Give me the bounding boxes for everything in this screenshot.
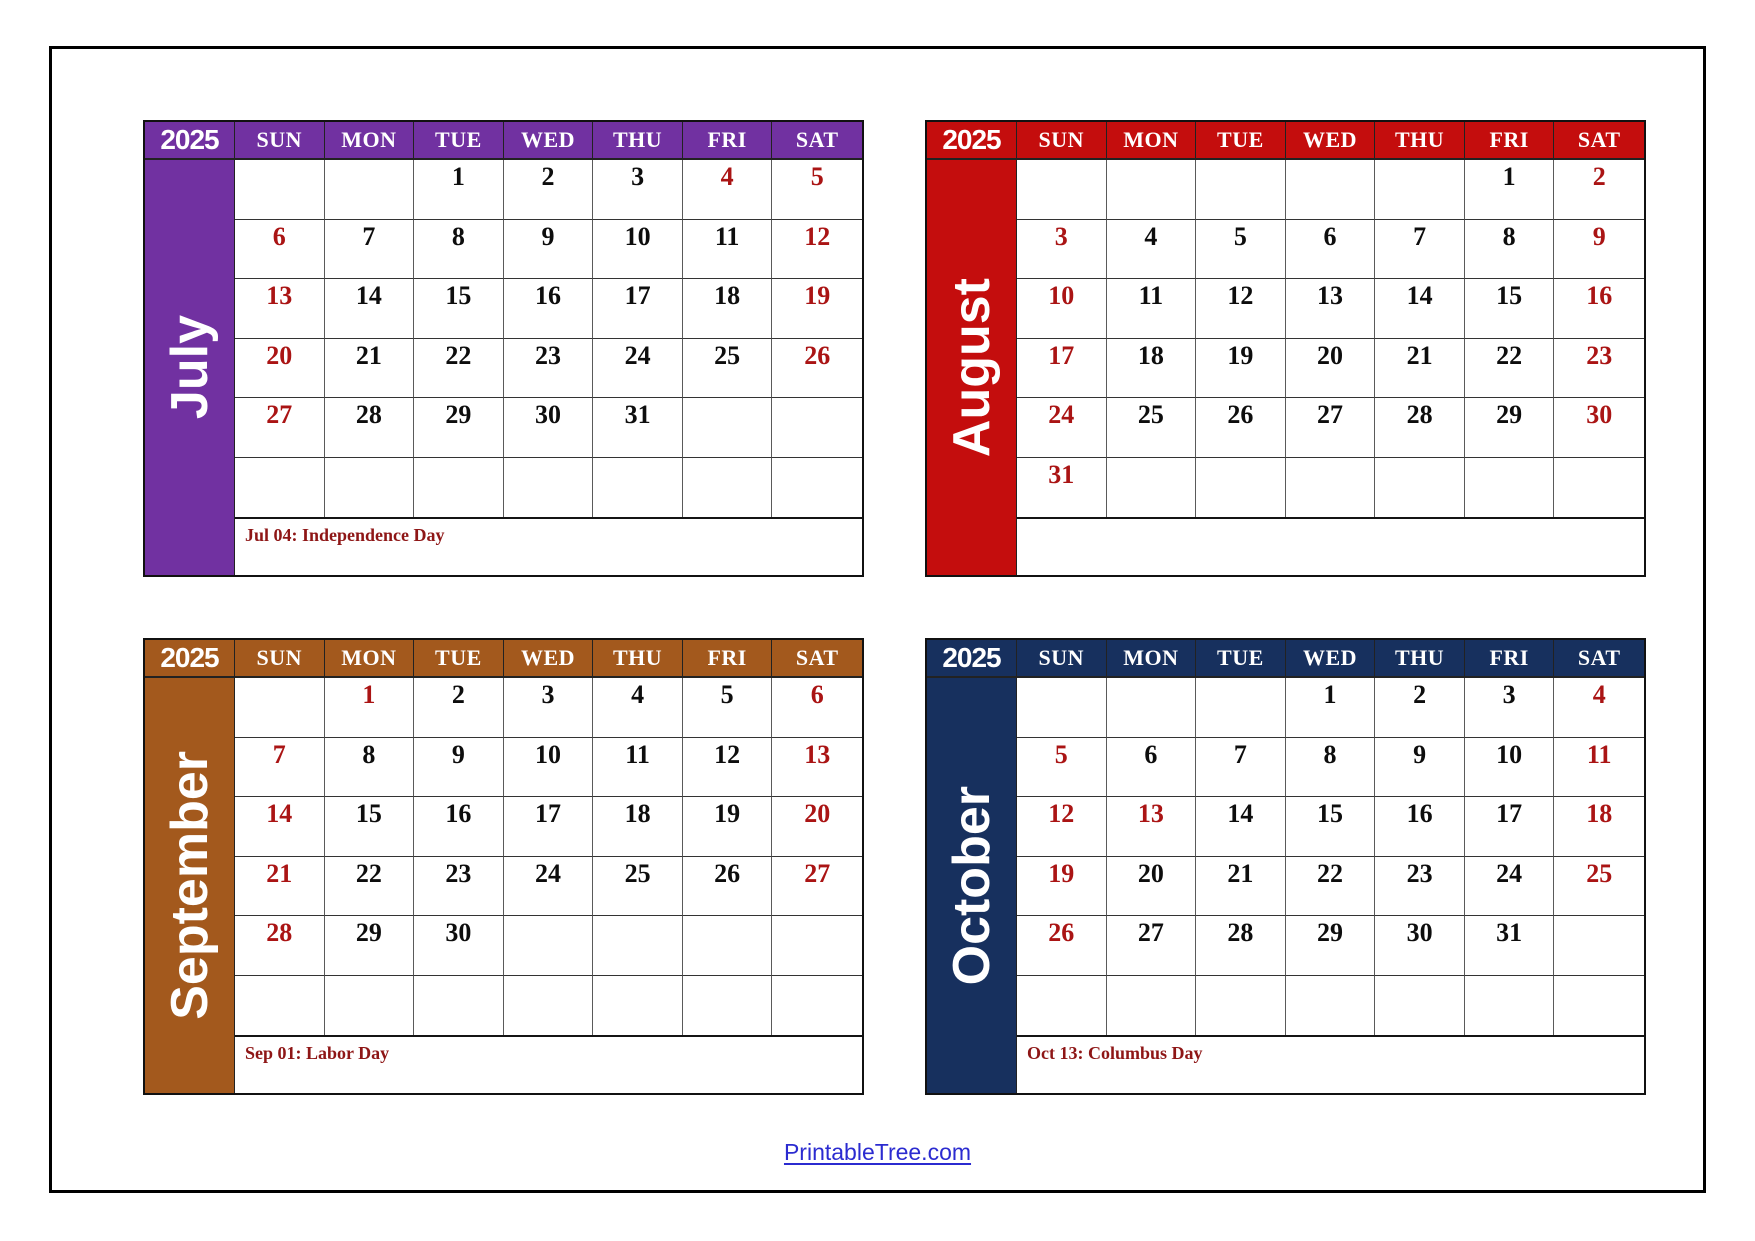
day-header-wed: WED <box>1286 122 1376 160</box>
date-cell-2: 2 <box>504 160 594 220</box>
date-cell-20: 20 <box>772 797 862 857</box>
date-cell-1: 1 <box>1465 160 1555 220</box>
date-cell-empty <box>1465 458 1555 518</box>
date-cell-27: 27 <box>235 398 325 458</box>
date-cell-11: 11 <box>1554 738 1644 798</box>
date-cell-10: 10 <box>593 220 683 280</box>
date-cell-empty <box>235 160 325 220</box>
date-cell-empty <box>772 976 862 1036</box>
month-column <box>927 160 1017 575</box>
date-cell-4: 4 <box>683 160 773 220</box>
date-cell-5: 5 <box>1017 738 1107 798</box>
date-cell-5: 5 <box>772 160 862 220</box>
date-cell-31: 31 <box>1017 458 1107 518</box>
day-header-thu: THU <box>1375 640 1465 678</box>
date-cell-7: 7 <box>325 220 415 280</box>
date-cell-empty <box>1286 160 1376 220</box>
date-cell-22: 22 <box>1465 339 1555 399</box>
date-cell-12: 12 <box>772 220 862 280</box>
date-cell-28: 28 <box>1196 916 1286 976</box>
date-cell-empty <box>325 160 415 220</box>
date-cell-28: 28 <box>325 398 415 458</box>
date-cell-8: 8 <box>414 220 504 280</box>
date-cell-empty <box>1196 458 1286 518</box>
date-cell-2: 2 <box>414 678 504 738</box>
date-cell-25: 25 <box>1107 398 1197 458</box>
date-cell-21: 21 <box>1375 339 1465 399</box>
date-cell-11: 11 <box>1107 279 1197 339</box>
date-cell-empty <box>683 458 773 518</box>
date-cell-22: 22 <box>325 857 415 917</box>
date-cell-20: 20 <box>235 339 325 399</box>
month-name-label: September <box>160 751 219 1020</box>
date-cell-empty <box>593 916 683 976</box>
date-cell-empty <box>1107 160 1197 220</box>
date-cell-17: 17 <box>1465 797 1555 857</box>
date-cell-18: 18 <box>683 279 773 339</box>
day-header-thu: THU <box>593 640 683 678</box>
calendar-september <box>143 638 864 1095</box>
date-cell-21: 21 <box>1196 857 1286 917</box>
date-cell-17: 17 <box>504 797 594 857</box>
date-cell-14: 14 <box>1196 797 1286 857</box>
date-cell-25: 25 <box>683 339 773 399</box>
date-cell-23: 23 <box>1375 857 1465 917</box>
date-cell-14: 14 <box>325 279 415 339</box>
day-header-sat: SAT <box>1554 640 1644 678</box>
date-cell-8: 8 <box>325 738 415 798</box>
date-cell-empty <box>1375 160 1465 220</box>
date-cell-empty <box>1196 976 1286 1036</box>
date-cell-19: 19 <box>1196 339 1286 399</box>
date-cell-13: 13 <box>235 279 325 339</box>
date-cell-17: 17 <box>1017 339 1107 399</box>
date-cell-empty <box>325 976 415 1036</box>
date-cell-empty <box>1017 976 1107 1036</box>
date-cell-8: 8 <box>1286 738 1376 798</box>
date-cell-5: 5 <box>683 678 773 738</box>
day-header-wed: WED <box>1286 640 1376 678</box>
day-header-fri: FRI <box>683 640 773 678</box>
date-cell-empty <box>504 458 594 518</box>
date-cell-empty <box>235 678 325 738</box>
year-label: 2025 <box>145 640 235 678</box>
date-cell-empty <box>1017 678 1107 738</box>
date-cell-1: 1 <box>325 678 415 738</box>
date-cell-19: 19 <box>772 279 862 339</box>
date-cell-8: 8 <box>1465 220 1555 280</box>
date-cell-16: 16 <box>1375 797 1465 857</box>
date-cell-empty <box>235 976 325 1036</box>
date-cell-24: 24 <box>504 857 594 917</box>
date-cell-3: 3 <box>504 678 594 738</box>
calendar-october <box>925 638 1646 1095</box>
date-cell-23: 23 <box>414 857 504 917</box>
year-label: 2025 <box>927 122 1017 160</box>
date-cell-empty <box>1196 160 1286 220</box>
date-cell-empty <box>1107 678 1197 738</box>
date-cell-4: 4 <box>1107 220 1197 280</box>
date-cell-empty <box>1375 458 1465 518</box>
date-cell-empty <box>414 976 504 1036</box>
date-cell-empty <box>504 916 594 976</box>
date-cell-30: 30 <box>504 398 594 458</box>
date-cell-29: 29 <box>1465 398 1555 458</box>
day-header-fri: FRI <box>1465 640 1555 678</box>
date-cell-24: 24 <box>1465 857 1555 917</box>
printabletree-link[interactable]: PrintableTree.com <box>783 1139 972 1165</box>
date-cell-22: 22 <box>414 339 504 399</box>
date-cell-empty <box>593 458 683 518</box>
date-cell-6: 6 <box>772 678 862 738</box>
date-cell-14: 14 <box>1375 279 1465 339</box>
month-name-label: July <box>160 315 219 420</box>
date-cell-empty <box>1286 976 1376 1036</box>
date-cell-empty <box>235 458 325 518</box>
date-cell-7: 7 <box>235 738 325 798</box>
date-cell-10: 10 <box>504 738 594 798</box>
day-header-tue: TUE <box>1196 122 1286 160</box>
date-cell-25: 25 <box>1554 857 1644 917</box>
date-cell-empty <box>1017 160 1107 220</box>
day-header-sat: SAT <box>1554 122 1644 160</box>
date-cell-6: 6 <box>1286 220 1376 280</box>
date-cell-empty <box>683 398 773 458</box>
date-cell-24: 24 <box>1017 398 1107 458</box>
date-cell-26: 26 <box>1017 916 1107 976</box>
date-cell-15: 15 <box>414 279 504 339</box>
date-cell-empty <box>772 916 862 976</box>
day-header-mon: MON <box>1107 122 1197 160</box>
date-cell-17: 17 <box>593 279 683 339</box>
date-cell-7: 7 <box>1196 738 1286 798</box>
calendar-july <box>143 120 864 577</box>
date-cell-21: 21 <box>325 339 415 399</box>
date-cell-1: 1 <box>414 160 504 220</box>
date-cell-27: 27 <box>772 857 862 917</box>
date-cell-empty <box>772 398 862 458</box>
date-cell-9: 9 <box>1554 220 1644 280</box>
date-cell-3: 3 <box>1465 678 1555 738</box>
date-cell-18: 18 <box>593 797 683 857</box>
date-cell-empty <box>772 458 862 518</box>
day-header-mon: MON <box>1107 640 1197 678</box>
date-cell-27: 27 <box>1107 916 1197 976</box>
date-cell-25: 25 <box>593 857 683 917</box>
date-cell-4: 4 <box>1554 678 1644 738</box>
date-cell-26: 26 <box>683 857 773 917</box>
day-header-mon: MON <box>325 640 415 678</box>
date-cell-20: 20 <box>1286 339 1376 399</box>
date-cell-5: 5 <box>1196 220 1286 280</box>
date-cell-13: 13 <box>772 738 862 798</box>
date-cell-10: 10 <box>1465 738 1555 798</box>
day-header-sun: SUN <box>235 640 325 678</box>
holiday-note <box>1017 517 1644 575</box>
day-header-tue: TUE <box>414 640 504 678</box>
date-cell-empty <box>683 976 773 1036</box>
date-cell-3: 3 <box>593 160 683 220</box>
date-cell-26: 26 <box>772 339 862 399</box>
day-header-thu: THU <box>1375 122 1465 160</box>
date-cell-4: 4 <box>593 678 683 738</box>
day-header-wed: WED <box>504 640 594 678</box>
date-cell-empty <box>1107 458 1197 518</box>
date-cell-11: 11 <box>593 738 683 798</box>
date-cell-18: 18 <box>1107 339 1197 399</box>
month-name-label: August <box>942 277 1001 458</box>
year-label: 2025 <box>927 640 1017 678</box>
date-cell-1: 1 <box>1286 678 1376 738</box>
date-cell-23: 23 <box>1554 339 1644 399</box>
date-cell-empty <box>1465 976 1555 1036</box>
date-cell-empty <box>683 916 773 976</box>
day-header-wed: WED <box>504 122 594 160</box>
day-header-fri: FRI <box>683 122 773 160</box>
date-cell-27: 27 <box>1286 398 1376 458</box>
holiday-note: Sep 01: Labor Day <box>235 1035 862 1093</box>
date-cell-10: 10 <box>1017 279 1107 339</box>
date-cell-19: 19 <box>1017 857 1107 917</box>
date-cell-empty <box>1107 976 1197 1036</box>
date-cell-16: 16 <box>504 279 594 339</box>
date-cell-24: 24 <box>593 339 683 399</box>
date-cell-12: 12 <box>1017 797 1107 857</box>
date-cell-empty <box>1286 458 1376 518</box>
date-cell-30: 30 <box>414 916 504 976</box>
date-cell-empty <box>414 458 504 518</box>
date-cell-9: 9 <box>414 738 504 798</box>
date-cell-empty <box>593 976 683 1036</box>
date-cell-28: 28 <box>235 916 325 976</box>
date-cell-9: 9 <box>1375 738 1465 798</box>
date-cell-29: 29 <box>414 398 504 458</box>
date-cell-30: 30 <box>1554 398 1644 458</box>
date-cell-empty <box>1375 976 1465 1036</box>
date-cell-15: 15 <box>325 797 415 857</box>
footer <box>0 1139 1755 1166</box>
day-header-fri: FRI <box>1465 122 1555 160</box>
day-header-sat: SAT <box>772 122 862 160</box>
date-cell-30: 30 <box>1375 916 1465 976</box>
day-header-tue: TUE <box>1196 640 1286 678</box>
date-cell-12: 12 <box>683 738 773 798</box>
day-header-sun: SUN <box>1017 122 1107 160</box>
date-cell-3: 3 <box>1017 220 1107 280</box>
day-header-sun: SUN <box>1017 640 1107 678</box>
date-cell-31: 31 <box>593 398 683 458</box>
date-cell-23: 23 <box>504 339 594 399</box>
date-cell-6: 6 <box>1107 738 1197 798</box>
date-cell-9: 9 <box>504 220 594 280</box>
date-cell-empty <box>1554 976 1644 1036</box>
month-column <box>145 160 235 575</box>
date-cell-13: 13 <box>1286 279 1376 339</box>
date-cell-31: 31 <box>1465 916 1555 976</box>
date-cell-29: 29 <box>325 916 415 976</box>
date-cell-20: 20 <box>1107 857 1197 917</box>
date-cell-2: 2 <box>1375 678 1465 738</box>
date-cell-19: 19 <box>683 797 773 857</box>
date-cell-15: 15 <box>1465 279 1555 339</box>
date-cell-16: 16 <box>414 797 504 857</box>
date-cell-12: 12 <box>1196 279 1286 339</box>
date-cell-empty <box>1196 678 1286 738</box>
holiday-note: Jul 04: Independence Day <box>235 517 862 575</box>
month-name-label: October <box>942 785 1001 986</box>
holiday-note: Oct 13: Columbus Day <box>1017 1035 1644 1093</box>
day-header-mon: MON <box>325 122 415 160</box>
date-cell-28: 28 <box>1375 398 1465 458</box>
date-cell-16: 16 <box>1554 279 1644 339</box>
date-cell-2: 2 <box>1554 160 1644 220</box>
year-label: 2025 <box>145 122 235 160</box>
date-cell-7: 7 <box>1375 220 1465 280</box>
date-cell-empty <box>504 976 594 1036</box>
date-cell-empty <box>325 458 415 518</box>
date-cell-6: 6 <box>235 220 325 280</box>
day-header-thu: THU <box>593 122 683 160</box>
day-header-tue: TUE <box>414 122 504 160</box>
date-cell-29: 29 <box>1286 916 1376 976</box>
date-cell-21: 21 <box>235 857 325 917</box>
day-header-sat: SAT <box>772 640 862 678</box>
date-cell-26: 26 <box>1196 398 1286 458</box>
date-cell-13: 13 <box>1107 797 1197 857</box>
date-cell-22: 22 <box>1286 857 1376 917</box>
month-column <box>927 678 1017 1093</box>
date-cell-15: 15 <box>1286 797 1376 857</box>
month-column <box>145 678 235 1093</box>
calendar-august <box>925 120 1646 577</box>
date-cell-empty <box>1554 916 1644 976</box>
day-header-sun: SUN <box>235 122 325 160</box>
date-cell-empty <box>1554 458 1644 518</box>
date-cell-11: 11 <box>683 220 773 280</box>
date-cell-14: 14 <box>235 797 325 857</box>
date-cell-18: 18 <box>1554 797 1644 857</box>
